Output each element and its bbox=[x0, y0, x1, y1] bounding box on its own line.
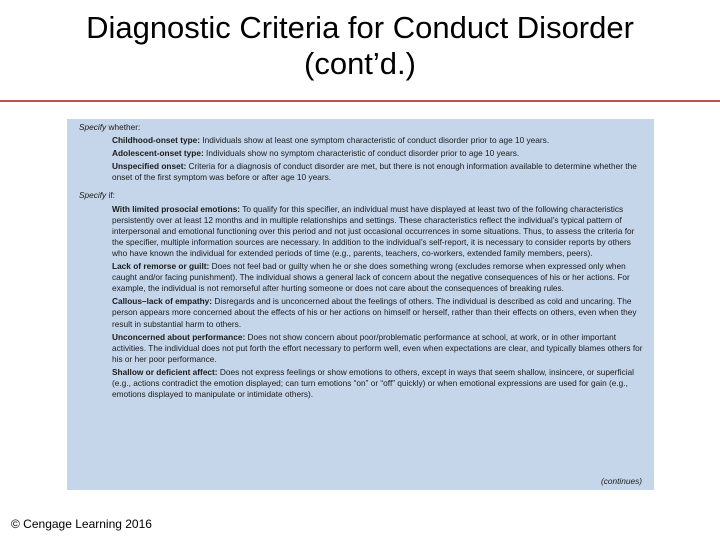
characteristic-term: Callous–lack of empathy: bbox=[112, 296, 213, 307]
characteristic-term: Unconcerned about performance: bbox=[112, 331, 246, 342]
criteria-panel bbox=[67, 119, 654, 490]
onset-text: Individuals show at least one symptom characteristic of conduct disorder prior to age 10 years. bbox=[200, 135, 550, 146]
copyright-footer: © Cengage Learning 2016 bbox=[11, 517, 152, 531]
onset-item-adolescent bbox=[112, 148, 644, 159]
title-divider bbox=[0, 100, 720, 102]
onset-text: Individuals show no symptom characteristic of conduct disorder prior to age 10 years. bbox=[203, 148, 520, 159]
characteristic-text: Does not show concern about poor/problematic performance at school, at work, or in other important activities. The individual does not put forth the effort necessary to perform well, even when expectations are clear, and typically blames others for his or her poor performance. bbox=[112, 331, 643, 364]
characteristic-empathy bbox=[112, 296, 644, 329]
specify-if-heading: Specify if: bbox=[79, 190, 115, 201]
onset-text: Criteria for a diagnosis of conduct disorder are met, but there is not enough information available to determine whether the onset of the first symptom was before or after age 10 years. bbox=[112, 161, 637, 183]
prosocial-term: With limited prosocial emotions: bbox=[112, 203, 241, 214]
characteristic-affect bbox=[112, 367, 644, 400]
characteristic-remorse bbox=[112, 261, 644, 294]
characteristic-performance bbox=[112, 332, 644, 365]
onset-term: Unspecified onset: bbox=[112, 161, 187, 172]
onset-term: Adolescent-onset type: bbox=[112, 148, 204, 159]
onset-item-childhood bbox=[112, 135, 644, 146]
specify-whether-heading: Specify whether: bbox=[79, 122, 141, 132]
characteristic-text: Disregards and is unconcerned about the feelings of others. The individual is described as cold and uncaring. The person appears more concerned about the effects of his or her actions on himself or herself, rather than their effects on others, even when they result in substantial harm to others. bbox=[112, 296, 637, 329]
prosocial-specifier bbox=[112, 204, 644, 259]
onset-item-unspecified bbox=[112, 161, 644, 183]
onset-term: Childhood-onset type: bbox=[112, 135, 201, 146]
continues-note: (continues) bbox=[600, 475, 642, 486]
title-line-2: (cont’d.) bbox=[304, 46, 416, 81]
characteristic-text: Does not feel bad or guilty when he or she does something wrong (excludes remorse when expressed only when caught and/or facing punishment). The individual shows a general lack of concern about the negative consequences of his or her actions. For example, the individual is not remorseful after hurting someone or does not care about the consequences of breaking rules. bbox=[112, 261, 630, 294]
slide-title bbox=[0, 10, 720, 82]
characteristic-text: Does not express feelings or show emotions to others, except in ways that seem shallow, insincere, or superficial (e.g., actions contradict the emotion displayed; can turn emotions “on” or “off” quickly) or when emotional expressions are used for gain (e.g., emotions displayed to manipulate or intimidate others). bbox=[112, 366, 635, 400]
title-line-1: Diagnostic Criteria for Conduct Disorder bbox=[86, 10, 634, 45]
prosocial-text: To qualify for this specifier, an individual must have displayed at least two of the following characteristics persistently over at least 12 months and in multiple relationships and settings. These characteristics reflect the individual’s typical pattern of interpersonal and emotional functioning over this period and not just occasional occurrences in some situations. Thus, to assess the criteria for the specifier, multiple information sources are necessary. In addition to the individual’s self-report, it is necessary to consider reports by others who have known the individual for extended periods of time (e.g., parents, teachers, co-workers, extended family members, peers). bbox=[112, 203, 635, 258]
characteristic-term: Lack of remorse or guilt: bbox=[112, 261, 210, 272]
characteristic-term: Shallow or deficient affect: bbox=[112, 366, 218, 377]
